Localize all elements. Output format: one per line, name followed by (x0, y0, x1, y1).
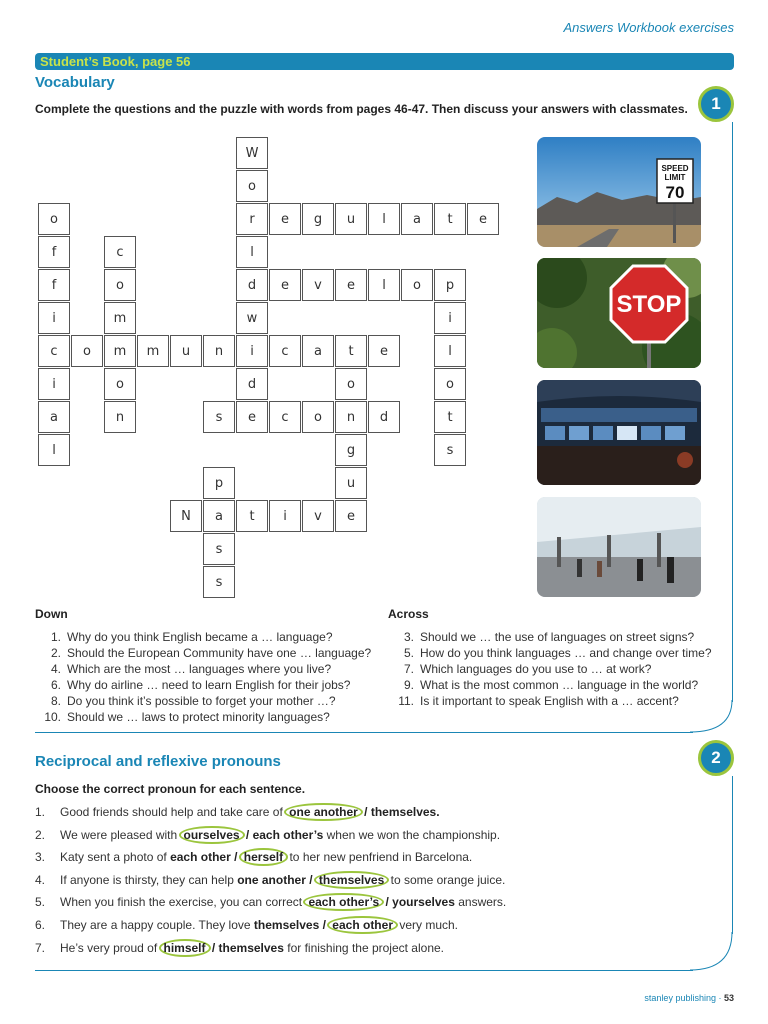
crossword-cell[interactable]: o (302, 401, 334, 433)
crossword-cell[interactable]: m (137, 335, 169, 367)
clue-number: 7. (403, 662, 414, 676)
pronoun-item (35, 918, 458, 932)
sign-limit-text: LIMIT (664, 173, 686, 182)
crossword-cell[interactable]: s (203, 533, 235, 565)
clue-text: Is it important to speak English with a … accent? (420, 694, 679, 708)
crossword-cell[interactable]: d (236, 368, 268, 400)
crossword-cell[interactable]: n (104, 401, 136, 433)
clue-down (35, 693, 390, 709)
section-title-vocabulary: Vocabulary (35, 74, 115, 91)
crossword-cell[interactable]: s (203, 566, 235, 598)
crossword-cell[interactable]: i (434, 302, 466, 334)
item-text: for finishing the project alone. (283, 940, 445, 955)
pronoun-option[interactable]: themselves (314, 871, 389, 889)
pronoun-option[interactable]: one another (237, 872, 306, 887)
crossword-cell[interactable]: d (236, 269, 268, 301)
crossword-cell[interactable]: o (104, 269, 136, 301)
crossword-cell[interactable]: c (269, 401, 301, 433)
item-number: 1. (35, 805, 46, 819)
crossword-cell[interactable]: r (236, 203, 268, 235)
crossword-cell[interactable]: t (434, 203, 466, 235)
crossword-cell[interactable]: m (104, 335, 136, 367)
crossword-cell[interactable]: i (269, 500, 301, 532)
crossword-grid (38, 137, 500, 617)
option-separator: / (382, 895, 393, 910)
crossword-cell[interactable]: u (335, 203, 367, 235)
pronoun-item (35, 873, 505, 887)
item-text: They are a happy couple. They love (60, 918, 254, 932)
crossword-cell[interactable]: e (269, 203, 301, 235)
clue-down (35, 677, 390, 693)
exercise-badge-2: 2 (698, 740, 734, 776)
clues-down-heading: Down (35, 607, 68, 621)
crossword-cell[interactable]: g (335, 434, 367, 466)
option-separator: / (242, 827, 253, 842)
item-text: We were pleased with (60, 827, 181, 842)
page-number: 53 (723, 993, 734, 1003)
publisher-name: stanley publishing (644, 993, 716, 1003)
crossword-cell[interactable]: u (335, 467, 367, 499)
book-reference: Student’s Book, page 56 (40, 54, 191, 69)
clue-down (35, 709, 390, 725)
item-text: very much. (395, 918, 458, 932)
clue-number: 8. (50, 694, 61, 708)
pronoun-option[interactable]: yourselves (392, 895, 455, 910)
clue-text: Why do you think English became a … language? (67, 630, 333, 644)
crossword-cell[interactable]: o (71, 335, 103, 367)
crossword-cell[interactable]: a (302, 335, 334, 367)
clue-text: Should we … laws to protect minority languages? (67, 710, 330, 724)
section1-instruction: Complete the questions and the puzzle with words from pages 46-47. Then discuss your answers with classmates. (35, 102, 688, 116)
clue-text: Which are the most … languages where you live? (67, 662, 332, 676)
item-text: When you finish the exercise, you can correct (60, 895, 306, 910)
item-text: Katy sent a photo of (60, 850, 171, 865)
clue-text: Should we … the use of languages on street signs? (420, 630, 695, 644)
crossword-cell[interactable]: l (368, 269, 400, 301)
option-separator: / (208, 940, 219, 955)
crossword-cell[interactable]: f (38, 236, 70, 268)
crossword-cell[interactable]: u (170, 335, 202, 367)
crossword-cell[interactable]: o (401, 269, 433, 301)
pronoun-option[interactable]: each other’s (252, 827, 324, 842)
crossword-cell[interactable]: a (401, 203, 433, 235)
clue-text: Should the European Community have one … language? (67, 646, 372, 660)
crossword-cell[interactable]: v (302, 500, 334, 532)
clue-text: Why do airline … need to learn English for their jobs? (67, 678, 351, 692)
crossword-cell[interactable]: t (434, 401, 466, 433)
option-separator: / (360, 805, 371, 819)
item-text: to her new penfriend in Barcelona. (286, 850, 473, 865)
pronoun-option[interactable]: themselves (253, 918, 320, 932)
crossword-cell[interactable]: e (335, 500, 367, 532)
crossword-cell[interactable]: d (368, 401, 400, 433)
crossword-cell[interactable]: w (236, 302, 268, 334)
pronoun-option[interactable]: themselves. (370, 805, 440, 819)
frame-line (732, 122, 733, 702)
crossword-cell[interactable]: e (269, 269, 301, 301)
item-number: 2. (35, 827, 46, 842)
photo-control-room (537, 380, 701, 485)
crossword-cell[interactable]: s (434, 434, 466, 466)
crossword-cell[interactable]: i (236, 335, 268, 367)
option-separator: / (230, 850, 241, 865)
clue-across (388, 677, 718, 693)
item-number: 4. (35, 872, 46, 887)
section-divider (35, 732, 693, 733)
crossword-cell[interactable]: l (236, 236, 268, 268)
crossword-cell[interactable]: i (38, 368, 70, 400)
crossword-cell[interactable]: f (38, 269, 70, 301)
crossword-cell[interactable]: o (236, 170, 268, 202)
crossword-cell[interactable]: e (236, 401, 268, 433)
pronoun-item (35, 850, 472, 864)
pronoun-option[interactable]: themselves (218, 940, 284, 955)
clue-number: 9. (403, 678, 414, 692)
item-text: He’s very proud of (60, 940, 161, 955)
clue-text: Which languages do you use to … at work? (420, 662, 652, 676)
crossword-cell[interactable]: t (236, 500, 268, 532)
clue-down (35, 629, 390, 645)
item-text: If anyone is thirsty, they can help (60, 872, 238, 887)
item-text: Good friends should help and take care of (60, 805, 287, 819)
clue-number: 3. (403, 630, 414, 644)
pronoun-option[interactable]: himself (159, 939, 211, 957)
clues-down-list (35, 629, 390, 725)
crossword-cell[interactable]: v (302, 269, 334, 301)
crossword-cell[interactable]: o (335, 368, 367, 400)
item-number: 6. (35, 918, 46, 932)
crossword-cell[interactable]: i (38, 302, 70, 334)
photo-airport-terminal (537, 497, 701, 597)
item-number: 5. (35, 895, 46, 910)
item-text: to some orange juice. (387, 872, 506, 887)
frame-line-2 (732, 776, 733, 934)
crossword-cell[interactable]: e (335, 269, 367, 301)
item-text: when we won the championship. (323, 827, 501, 842)
pronoun-option[interactable]: one another (284, 803, 363, 821)
crossword-cell[interactable]: e (467, 203, 499, 235)
crossword-cell[interactable]: o (104, 368, 136, 400)
clue-number: 11. (398, 694, 414, 708)
clue-across (388, 645, 718, 661)
footer-separator: · (715, 993, 724, 1003)
photo-speed-limit (537, 137, 701, 247)
book-reference-bar (35, 53, 734, 70)
crossword-cell[interactable]: n (335, 401, 367, 433)
stop-sign-text: STOP (616, 291, 682, 318)
clues-across-heading: Across (388, 607, 429, 621)
pronoun-option[interactable]: ourselves (179, 826, 245, 844)
exercise-badge-1: 1 (698, 86, 734, 122)
clue-text: What is the most common … language in the world? (420, 678, 699, 692)
photo-stop-sign (537, 258, 701, 368)
clues-across-list (388, 629, 718, 709)
crossword-cell[interactable]: s (203, 401, 235, 433)
section-title-pronouns: Reciprocal and reflexive pronouns (35, 753, 281, 770)
crossword-cell[interactable]: t (335, 335, 367, 367)
clue-text: How do you think languages … and change over time? (420, 646, 712, 660)
clue-down (35, 645, 390, 661)
crossword-cell[interactable]: l (434, 335, 466, 367)
clue-across (388, 693, 718, 709)
crossword-cell[interactable]: c (269, 335, 301, 367)
section-divider-2 (35, 970, 693, 971)
pronoun-item (35, 895, 506, 909)
clue-number: 2. (50, 646, 61, 660)
clue-number: 1. (50, 630, 61, 644)
page-footer (644, 993, 734, 1003)
option-separator: / (305, 872, 316, 887)
crossword-cell[interactable]: c (104, 236, 136, 268)
crossword-cell[interactable]: l (38, 434, 70, 466)
item-number: 3. (35, 850, 46, 865)
crossword-cell[interactable]: a (38, 401, 70, 433)
crossword-cell[interactable]: p (203, 467, 235, 499)
running-title: Answers Workbook exercises (563, 20, 734, 35)
sign-speed-text: SPEED (661, 164, 689, 173)
crossword-cell[interactable]: e (368, 335, 400, 367)
crossword-cell[interactable]: n (203, 335, 235, 367)
pronoun-option[interactable]: each other (327, 916, 398, 934)
crossword-cell[interactable]: g (302, 203, 334, 235)
clue-across (388, 629, 718, 645)
crossword-cell[interactable]: m (104, 302, 136, 334)
pronoun-option[interactable]: each other (170, 850, 231, 865)
frame-curve-2 (690, 932, 734, 972)
crossword-cell[interactable]: o (434, 368, 466, 400)
crossword-cell[interactable]: a (203, 500, 235, 532)
clue-across (388, 661, 718, 677)
clue-down (35, 661, 390, 677)
clue-number: 4. (50, 662, 61, 676)
option-separator: / (319, 918, 330, 932)
crossword-cell[interactable]: W (236, 137, 268, 169)
pronoun-item (35, 828, 500, 842)
pronoun-option[interactable]: herself (239, 848, 288, 866)
pronoun-item (35, 805, 440, 819)
pronoun-item (35, 941, 444, 955)
crossword-cell[interactable]: l (368, 203, 400, 235)
clue-number: 10. (44, 710, 61, 724)
clue-text: Do you think it’s possible to forget your mother …? (67, 694, 336, 708)
crossword-cell[interactable]: p (434, 269, 466, 301)
section2-instruction: Choose the correct pronoun for each sentence. (35, 782, 306, 796)
clue-number: 6. (50, 678, 61, 692)
item-text: answers. (454, 895, 507, 910)
clue-number: 5. (403, 646, 414, 660)
crossword-cell[interactable]: o (38, 203, 70, 235)
crossword-cell[interactable]: N (170, 500, 202, 532)
item-number: 7. (35, 940, 46, 955)
sign-speed-number: 70 (665, 183, 685, 202)
pronoun-option[interactable]: each other’s (303, 893, 384, 911)
crossword-cell[interactable]: c (38, 335, 70, 367)
